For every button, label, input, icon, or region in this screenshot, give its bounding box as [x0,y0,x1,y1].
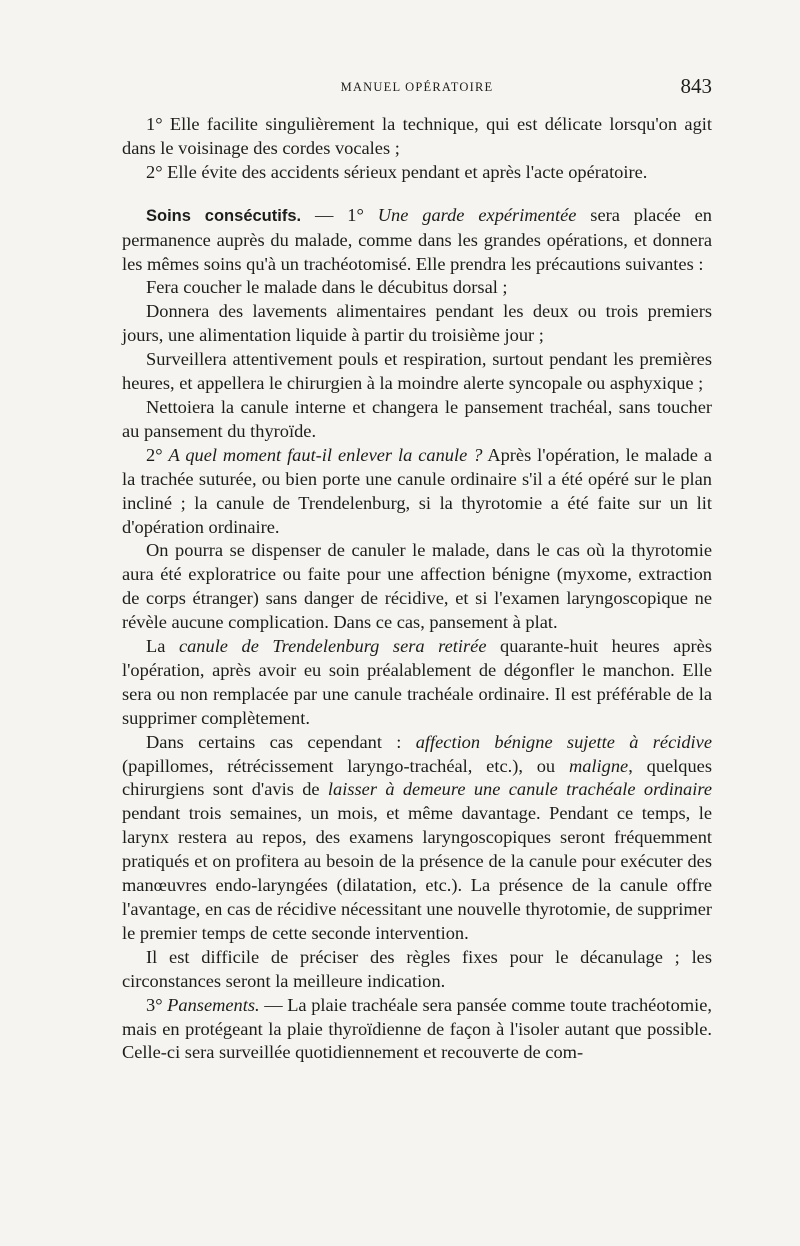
paragraph-text: (papillomes, rétrécissement laryngo-trachéal, etc.), ou [122,755,569,776]
emphasis-text: canule de Trendelenburg sera retirée [178,636,487,657]
page-header [122,74,712,106]
paragraph-text: , quelques chirurgiens sont d'avis de [122,755,712,800]
paragraph-text: 2° [146,444,169,465]
page-number: 843 [680,74,712,98]
paragraph [122,946,712,994]
paragraph-text: Nettoiera la canule interne et changera le pansement trachéal, sans toucher au pansement du thyroïde. [122,396,712,441]
paragraph-text: Surveillera attentivement pouls et respiration, surtout pendant les premières heures, et appellera le chirurgien à la moindre alerte syncopale ou asphyxique ; [122,349,712,394]
section-heading: Soins consécutifs. [146,206,302,225]
emphasis-text: maligne [568,755,629,776]
paragraph [122,300,712,348]
paragraph-soins-consecutifs [122,204,712,277]
running-title: MANUEL OPÉRATOIRE [340,80,494,94]
paragraph [122,161,712,185]
paragraph-text: — 1° [301,204,378,225]
emphasis-text: Une garde expérimentée [377,204,577,225]
paragraph [122,444,712,540]
paragraph-text: La [146,636,179,657]
page-body [122,113,712,1065]
emphasis-text: A quel moment faut-il enlever la canule ? [168,444,483,465]
paragraph-text: pendant trois semaines, un mois, et même davantage. Pendant ce temps, le larynx restera au repos, des examens laryngoscopiques seront fréquemment pratiqués et on profitera au besoin de la présence de la canule pour exécuter des manœuvres endo-laryngées (dilatation, etc.). La présence de la canule offre l'avantage, en cas de récidive nécessitant une nouvelle thyrotomie, de supprimer le premier temps de cette seconde intervention. [122,803,712,943]
paragraph-text: Dans certains cas cependant : [146,731,416,752]
paragraph [122,113,712,161]
emphasis-text: laisser à demeure une canule trachéale ordinaire [327,779,712,800]
paragraph-text: Fera coucher le malade dans le décubitus dorsal ; [146,277,508,298]
paragraph [122,731,712,946]
paragraph-text: quarante-huit heures après l'opération, après avoir eu soin préalablement de dégonfler le manchon. Elle sera ou non remplacée par une canule trachéale ordinaire. Il est préférable de la supprimer complètement. [122,636,712,728]
paragraph-text: Il est difficile de préciser des règles fixes pour le décanulage ; les circonstances seront la meilleure indication. [122,946,712,991]
paragraph-text: 3° [146,994,168,1015]
paragraph-text: — La plaie trachéale sera pansée comme toute trachéotomie, mais en protégeant la plaie thyroïdienne de façon à l'isoler autant que possible. Celle-ci sera surveillée quotidiennement et recouverte de com- [122,994,713,1063]
paragraph [122,994,712,1066]
paragraph-text: 2° Elle évite des accidents sérieux pendant et après l'acte opératoire. [146,161,648,182]
paragraph [122,635,712,731]
emphasis-text: affection bénigne sujette à récidive [415,731,712,752]
paragraph-text: Donnera des lavements alimentaires pendant les deux ou trois premiers jours, une alimentation liquide à partir du troisième jour ; [122,301,712,346]
paragraph-text: sera placée en permanence auprès du malade, comme dans les grandes opérations, et donnera les mêmes soins qu'à un trachéotomisé. Elle prendra les précautions suivantes : [122,204,712,274]
emphasis-text: Pansements. [167,994,260,1015]
paragraph-text: Après l'opération, le malade a la trachée suturée, ou bien porte une canule ordinaire s'il a été opéré sur le plan incliné ; la canule de Trendelenburg, si la thyrotomie a été faite sur un lit d'opération ordinaire. [122,444,712,537]
paragraph [122,396,712,444]
paragraph-text: 1° Elle facilite singulièrement la technique, qui est délicate lorsqu'on agit dans le voisinage des cordes vocales ; [122,114,712,158]
paragraph [122,348,712,396]
paragraph [122,539,712,635]
paragraph [122,276,712,300]
paragraph-text: On pourra se dispenser de canuler le malade, dans le cas où la thyrotomie aura été exploratrice ou faite pour une affection bénigne (myxome, extraction de corps étranger) sans danger de récidive, et si l'examen laryngoscopique ne révèle aucune complication. Dans ce cas, pansement à plat. [122,540,712,633]
